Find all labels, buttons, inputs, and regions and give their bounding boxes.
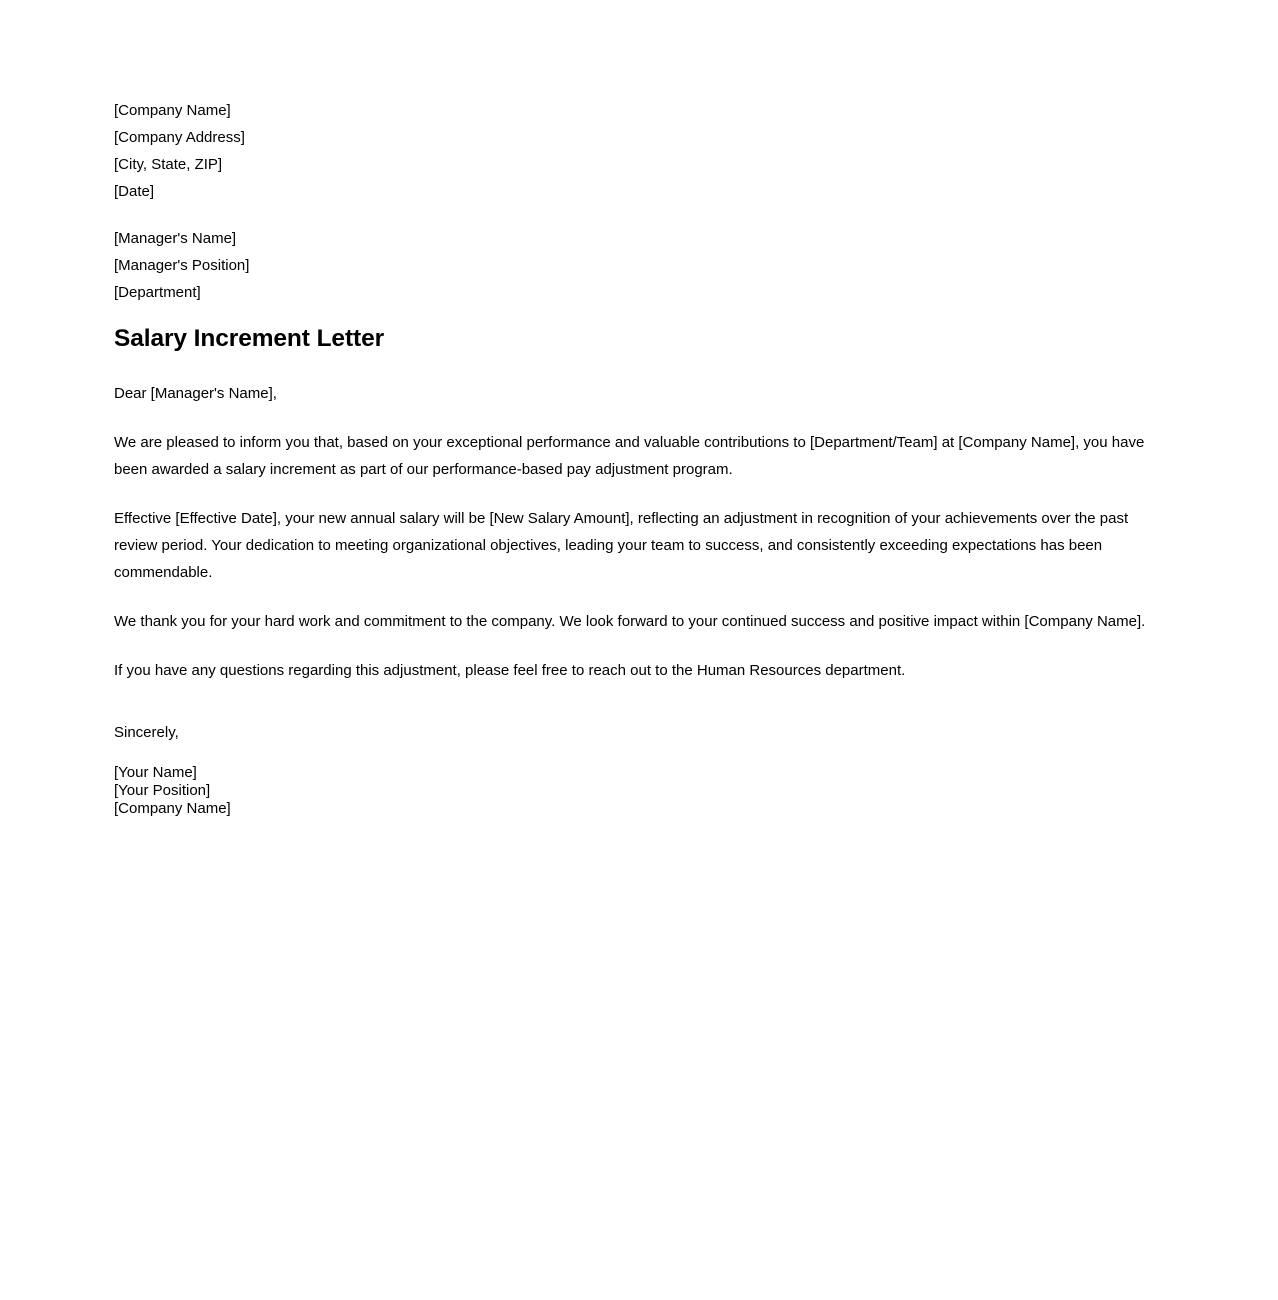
address-spacer (114, 205, 1168, 225)
sender-company-address: [Company Address] (114, 129, 245, 146)
body-paragraph-2: Effective [Effective Date], your new annual salary will be [New Salary Amount], reflecting an adjustment in recognition of your achievements over the past review period. Your dedication to meeting organizational objectives, leading your team to success, and consistently exceeding expectations has been commendable. (114, 510, 1129, 581)
sender-address-block (114, 97, 1168, 205)
signature-block (114, 764, 1168, 818)
letter-content (114, 97, 1168, 818)
body-paragraph-3: We thank you for your hard work and commitment to the company. We look forward to your continued success and positive impact within [Company Name]. (114, 613, 1146, 630)
recipient-department: [Department] (114, 284, 201, 301)
recipient-address-block (114, 225, 1168, 306)
body-paragraph-1: We are pleased to inform you that, based on your exceptional performance and valuable contributions to [Department/Team] at [Company Name], you have been awarded a salary increment as part of our performance-based pay adjustment program. (114, 434, 1145, 478)
signature-your-name: [Your Name] (114, 764, 197, 781)
letter-title: Salary Increment Letter (114, 325, 385, 352)
recipient-manager-name: [Manager's Name] (114, 230, 237, 247)
body-paragraph-4: If you have any questions regarding this adjustment, please feel free to reach out to the Human Resources department. (114, 662, 906, 679)
sender-city-state-zip: [City, State, ZIP] (114, 156, 223, 173)
signature-your-position: [Your Position] (114, 782, 211, 799)
sender-company-name: [Company Name] (114, 102, 231, 119)
recipient-manager-position: [Manager's Position] (114, 257, 250, 274)
signature-company-name: [Company Name] (114, 800, 231, 817)
closing-salutation: Sincerely, (114, 724, 179, 741)
sender-date: [Date] (114, 183, 155, 200)
salutation: Dear [Manager's Name], (114, 385, 277, 402)
